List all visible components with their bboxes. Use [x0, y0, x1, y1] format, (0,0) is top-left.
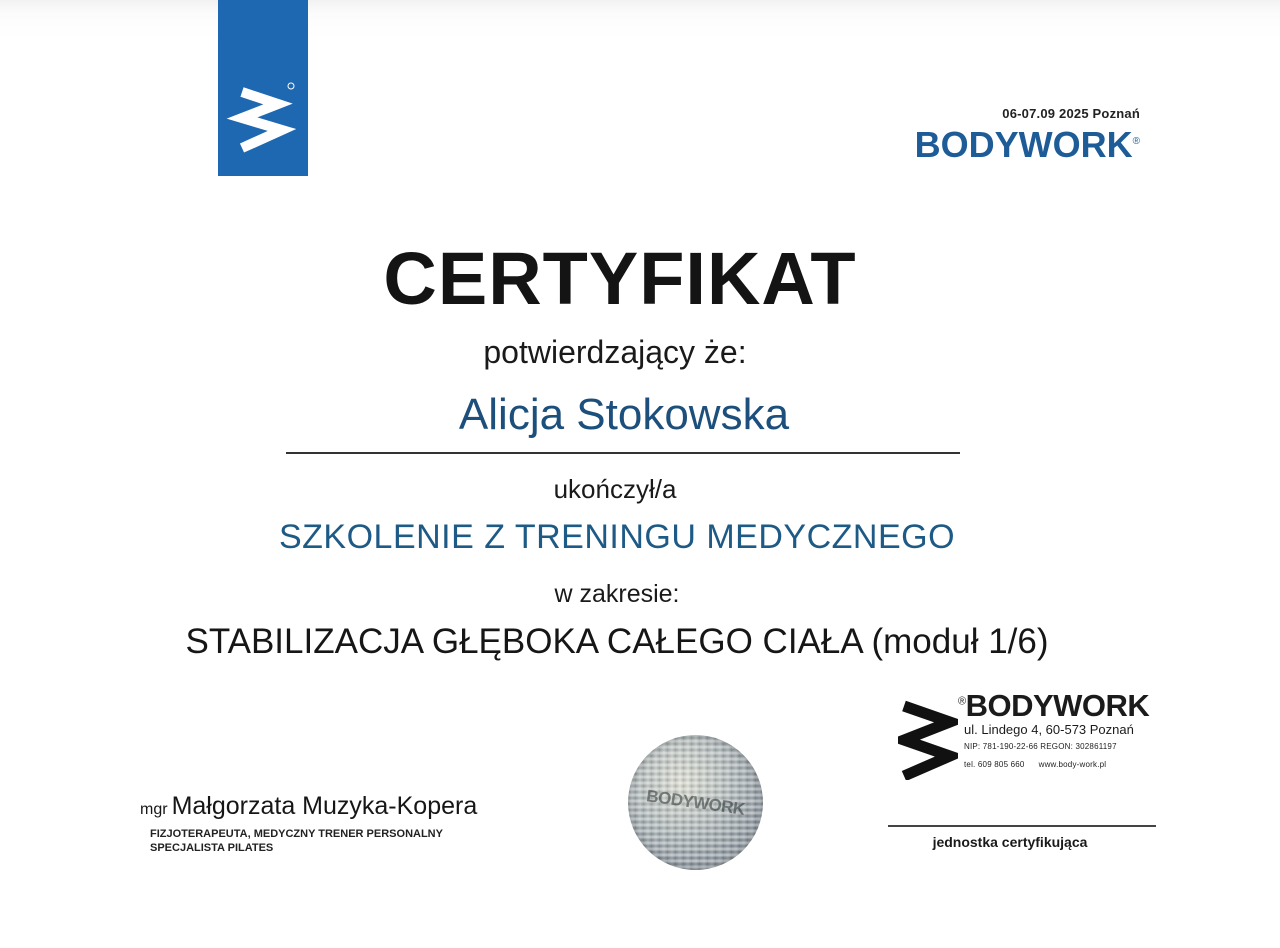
stamp-brand-name: BODYWORK: [965, 688, 1150, 723]
stamp-tax-ids: NIP: 781-190-22-66 REGON: 302861197: [964, 742, 1117, 751]
bodywork-w-logo-icon: [218, 0, 308, 176]
certifying-unit-label: jednostka certyfikująca: [932, 834, 1088, 850]
stamp-phone: tel. 609 805 660: [964, 760, 1025, 769]
recipient-name: Alicja Stokowska: [458, 390, 790, 439]
hologram-seal: [628, 735, 763, 870]
company-stamp: [898, 688, 1148, 788]
stamp-registered-mark: ®: [958, 695, 966, 708]
registered-mark: ®: [1132, 136, 1140, 147]
completed-text: ukończył/a: [553, 474, 677, 504]
brand-logo-text: [900, 124, 1140, 166]
scope-text: w zakresie:: [554, 580, 680, 608]
certifying-unit-signature-line: [888, 825, 1156, 827]
brand-name: BODYWORK: [914, 124, 1133, 165]
bodywork-w-stamp-icon: [898, 700, 958, 780]
signer-title-prefix: mgr: [140, 801, 168, 818]
bodywork-logo-ribbon: [218, 0, 308, 176]
course-name: SZKOLENIE Z TRENINGU MEDYCZNEGO: [278, 518, 956, 556]
stamp-contact: [964, 760, 1106, 769]
signer-name-line: [140, 792, 477, 821]
module-name: STABILIZACJA GŁĘBOKA CAŁEGO CIAŁA (moduł 1/6): [185, 622, 1049, 661]
certificate-title: CERTYFIKAT: [383, 237, 857, 320]
hologram-text: BODYWORK: [645, 786, 746, 819]
signer-role-line2: SPECJALISTA PILATES: [150, 842, 274, 854]
stamp-address: ul. Lindego 4, 60-573 Poznań: [964, 722, 1134, 737]
stamp-brand: [958, 688, 1149, 724]
confirm-text: potwierdzający że:: [483, 334, 747, 370]
signer-role-line1: FIZJOTERAPEUTA, MEDYCZNY TRENER PERSONALNY: [150, 828, 443, 840]
stamp-website: www.body-work.pl: [1038, 760, 1107, 769]
event-date: 06-07.09 2025 Poznań: [1002, 106, 1140, 121]
recipient-underline: [286, 452, 960, 454]
signer-name: Małgorzata Muzyka-Kopera: [171, 792, 478, 820]
